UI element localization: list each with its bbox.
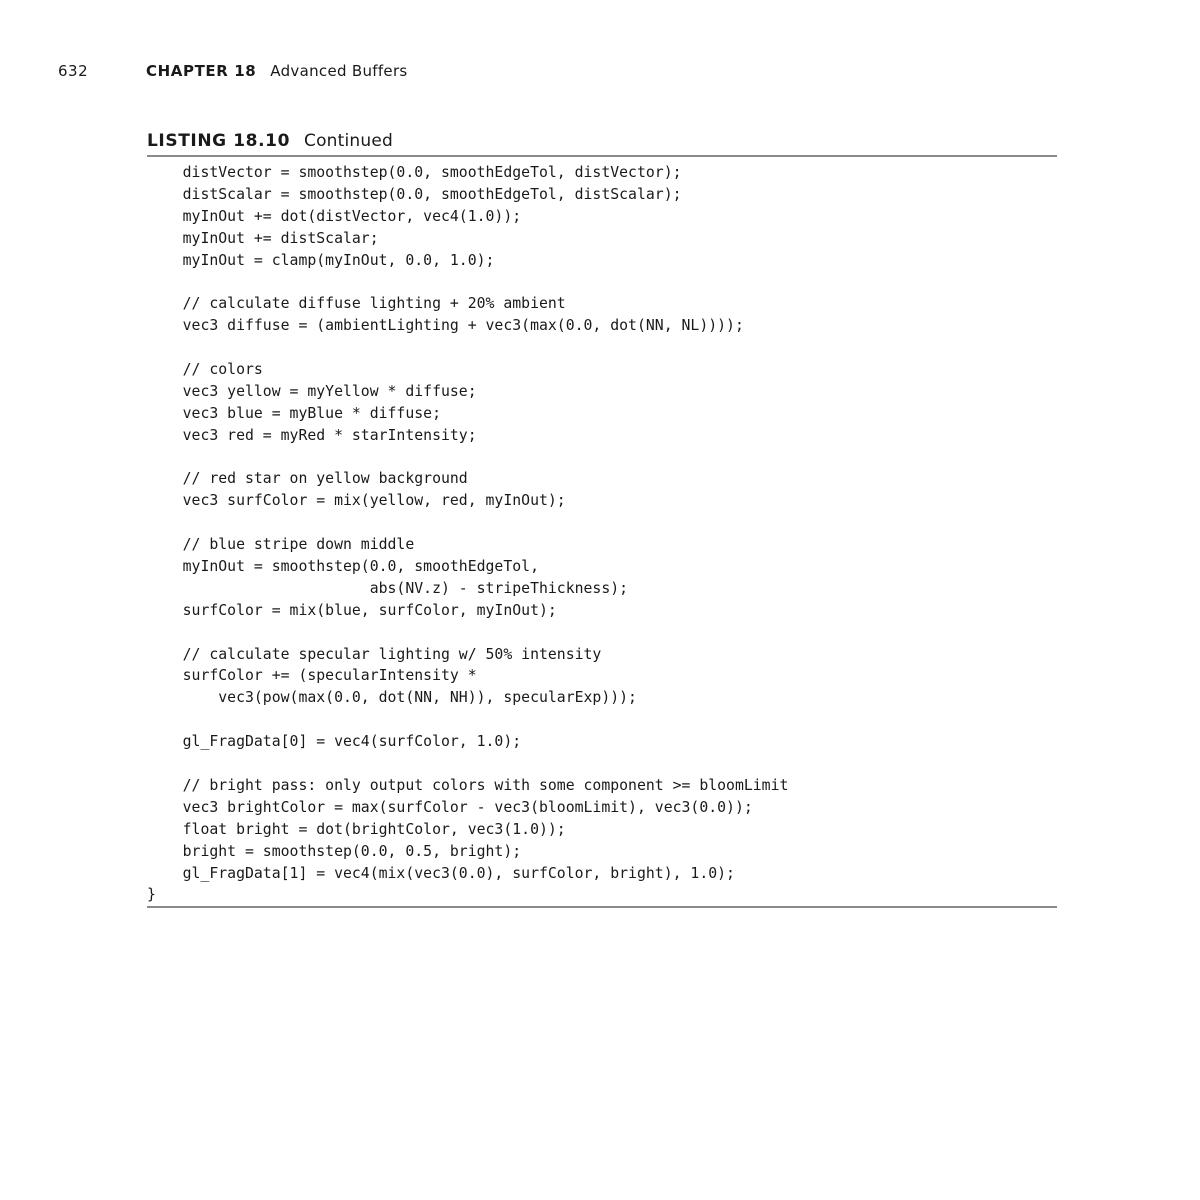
code-line: // bright pass: only output colors with some component >= bloomLimit [147, 776, 789, 794]
code-line: abs(NV.z) - stripeThickness); [147, 579, 629, 597]
code-line [147, 337, 1057, 359]
code-line [147, 512, 1057, 534]
code-line: vec3 diffuse = (ambientLighting + vec3(max(0.0, dot(NN, NL)))); [147, 317, 744, 335]
code-line: myInOut = clamp(myInOut, 0.0, 1.0); [147, 251, 495, 269]
listing-header [147, 131, 393, 151]
code-line: // calculate diffuse lighting + 20% ambient [147, 295, 566, 313]
listing-continued: Continued [304, 131, 394, 151]
code-line [147, 447, 1057, 469]
code-line: float bright = dot(brightColor, vec3(1.0)); [147, 820, 566, 838]
page-number: 632 [58, 62, 89, 80]
code-listing [147, 162, 1057, 906]
code-line: surfColor += (specularIntensity * [147, 667, 477, 685]
code-line: vec3 blue = myBlue * diffuse; [147, 404, 441, 422]
code-line [147, 622, 1057, 644]
code-line [147, 271, 1057, 293]
code-line: bright = smoothstep(0.0, 0.5, bright); [147, 842, 522, 860]
code-line: // calculate specular lighting w/ 50% intensity [147, 645, 602, 663]
code-line: myInOut += distScalar; [147, 229, 379, 247]
code-line: // colors [147, 361, 263, 379]
code-line: surfColor = mix(blue, surfColor, myInOut); [147, 601, 557, 619]
code-line [147, 753, 1057, 775]
chapter-title: Advanced Buffers [270, 62, 408, 80]
listing-bottom-rule [147, 906, 1057, 908]
running-head [58, 62, 408, 84]
code-line: vec3(pow(max(0.0, dot(NN, NH)), specularExp))); [147, 689, 637, 707]
code-line: vec3 yellow = myYellow * diffuse; [147, 382, 477, 400]
code-line: // blue stripe down middle [147, 536, 415, 554]
listing-top-rule [147, 155, 1057, 157]
code-line [147, 709, 1057, 731]
code-line: gl_FragData[1] = vec4(mix(vec3(0.0), surfColor, bright), 1.0); [147, 864, 735, 882]
code-line: } [147, 886, 156, 904]
code-line: gl_FragData[0] = vec4(surfColor, 1.0); [147, 733, 522, 751]
code-line: distScalar = smoothstep(0.0, smoothEdgeTol, distScalar); [147, 185, 682, 203]
code-line: myInOut += dot(distVector, vec4(1.0)); [147, 207, 522, 225]
code-line: // red star on yellow background [147, 470, 468, 488]
code-line: vec3 surfColor = mix(yellow, red, myInOut); [147, 492, 566, 510]
code-line: vec3 red = myRed * starIntensity; [147, 426, 477, 444]
chapter-label: CHAPTER 18 [146, 62, 257, 80]
listing-label: LISTING 18.10 [147, 131, 290, 151]
code-line: distVector = smoothstep(0.0, smoothEdgeTol, distVector); [147, 164, 682, 181]
code-line: vec3 brightColor = max(surfColor - vec3(bloomLimit), vec3(0.0)); [147, 798, 753, 816]
code-line: myInOut = smoothstep(0.0, smoothEdgeTol, [147, 558, 539, 576]
